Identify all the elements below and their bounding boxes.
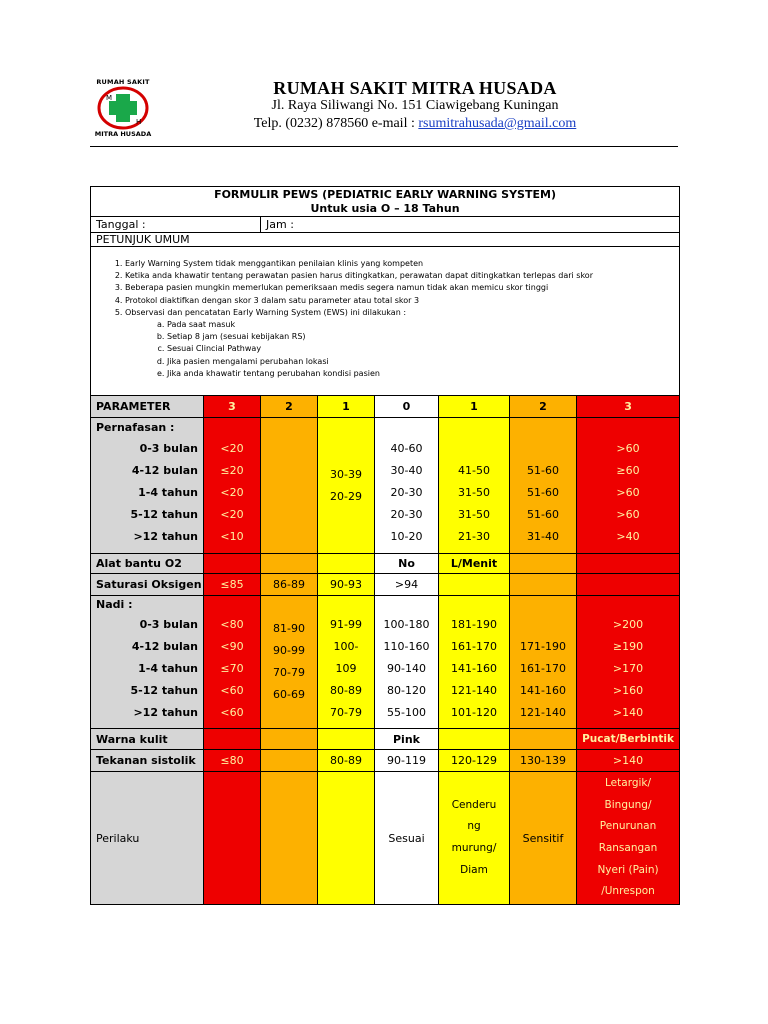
saturasi-score-2-right bbox=[510, 574, 577, 596]
o2-score-3-right bbox=[577, 554, 680, 574]
value-cell: >140 bbox=[612, 706, 644, 719]
value-line: murung/ bbox=[451, 842, 497, 854]
value-cell: >160 bbox=[612, 684, 644, 697]
pernafasan-label-cell bbox=[91, 418, 204, 554]
instruction-list bbox=[91, 258, 679, 380]
value-cell: 100- bbox=[333, 640, 359, 653]
phone-text: Telp. (0232) 878560 e-mail : bbox=[253, 116, 419, 131]
value-cell: ≥190 bbox=[612, 640, 644, 653]
pernafasan-score-3-right bbox=[577, 418, 680, 554]
value-cell: 81-90 bbox=[273, 622, 305, 635]
header-divider bbox=[90, 146, 678, 147]
sub-instruction-item: b. Setiap 8 jam (sesuai kebijakan RS) bbox=[167, 331, 679, 343]
value-cell: 51-60 bbox=[527, 486, 559, 499]
value-line: Diam bbox=[460, 863, 488, 876]
value-cell: <60 bbox=[220, 684, 244, 697]
value-cell: 31-50 bbox=[458, 486, 490, 499]
value-cell: 91-99 bbox=[330, 618, 362, 631]
sub-instruction-item: e. Jika anda khawatir tentang perubahan kondisi pasien bbox=[167, 368, 679, 380]
age-label: 5-12 tahun bbox=[130, 684, 198, 697]
value-cell: 55-100 bbox=[387, 706, 426, 719]
o2-score-2-right bbox=[510, 554, 577, 574]
value-line: Ransangan bbox=[598, 842, 658, 854]
header-score-3-right: 3 bbox=[577, 396, 680, 418]
o2-score-1-right: L/Menit bbox=[439, 554, 510, 574]
value-cell: 60-69 bbox=[273, 688, 305, 701]
value-cell: 181-190 bbox=[451, 618, 497, 631]
nadi-score-3-right bbox=[577, 596, 680, 729]
saturasi-score-1-left: 90-93 bbox=[318, 574, 375, 596]
sub-instruction-item: a. Pada saat masuk bbox=[167, 319, 679, 331]
o2-score-3-left bbox=[204, 554, 261, 574]
perilaku-score-2-right: Sensitif bbox=[510, 772, 577, 905]
value-cell: >170 bbox=[612, 662, 644, 675]
header-score-2-left: 2 bbox=[261, 396, 318, 418]
perilaku-score-0: Sesuai bbox=[375, 772, 439, 905]
logo-bottom-text: MITRA HUSADA bbox=[94, 130, 152, 138]
hospital-name: RUMAH SAKIT MITRA HUSADA bbox=[273, 78, 557, 98]
nadi-score-1-left bbox=[318, 596, 375, 729]
value-cell: ≤20 bbox=[220, 464, 244, 477]
age-label: 4-12 bulan bbox=[131, 640, 198, 653]
petunjuk-heading: PETUNJUK UMUM bbox=[91, 233, 680, 247]
nadi-score-3-left bbox=[204, 596, 261, 729]
warna-score-2-left bbox=[261, 729, 318, 750]
pernafasan-score-2-right bbox=[510, 418, 577, 554]
value-cell bbox=[439, 438, 509, 460]
value-cell: 21-30 bbox=[458, 530, 490, 543]
value-cell: >60 bbox=[616, 486, 640, 499]
header-score-1-left: 1 bbox=[318, 396, 375, 418]
tekanan-score-2-left bbox=[261, 750, 318, 772]
logo-letter-m: M bbox=[106, 94, 113, 102]
pernafasan-score-3-left bbox=[204, 418, 261, 554]
value-cell: 31-40 bbox=[527, 530, 559, 543]
perilaku-label: Perilaku bbox=[91, 772, 204, 905]
tekanan-score-3-right: >140 bbox=[577, 750, 680, 772]
value-cell: 20-30 bbox=[390, 508, 423, 521]
sub-instruction-item: c. Sesuai Clincial Pathway bbox=[167, 343, 679, 355]
nadi-score-0 bbox=[375, 596, 439, 729]
value-line: Penurunan bbox=[599, 820, 657, 833]
value-cell: 80-89 bbox=[330, 684, 362, 697]
instruction-item: 2. Ketika anda khawatir tentang perawatan pasien harus ditingkatkan, perawatan dapat ditingkatkan terlepas dari skor bbox=[125, 270, 679, 282]
value-cell: 30-40 bbox=[390, 464, 423, 477]
warna-score-3-left bbox=[204, 729, 261, 750]
value-cell: 51-60 bbox=[527, 508, 559, 521]
logo-top-text: RUMAH SAKIT bbox=[96, 78, 150, 86]
perilaku-score-3-left bbox=[204, 772, 261, 905]
instruction-item bbox=[125, 307, 679, 380]
value-line: /Unrespon bbox=[601, 885, 655, 898]
value-cell bbox=[510, 614, 576, 636]
value-cell: 161-170 bbox=[451, 640, 497, 653]
age-label: 4-12 bulan bbox=[131, 464, 198, 477]
saturasi-label: Saturasi Oksigen bbox=[91, 574, 204, 596]
warna-score-1-right bbox=[439, 729, 510, 750]
nadi-score-2-right bbox=[510, 596, 577, 729]
value-cell: 141-160 bbox=[520, 684, 566, 697]
warna-score-2-right bbox=[510, 729, 577, 750]
saturasi-score-0: >94 bbox=[375, 574, 439, 596]
tanggal-field[interactable]: Tanggal : bbox=[91, 217, 261, 233]
saturasi-score-3-right bbox=[577, 574, 680, 596]
o2-score-0: No bbox=[375, 554, 439, 574]
age-label: 1-4 tahun bbox=[138, 486, 198, 499]
value-cell: ≤70 bbox=[220, 662, 244, 675]
age-label: 0-3 bulan bbox=[139, 442, 198, 455]
logo-letter-h: H bbox=[136, 118, 142, 126]
o2-score-2-left bbox=[261, 554, 318, 574]
value-cell: ≥60 bbox=[616, 464, 640, 477]
instruction-item: 4. Protokol diaktifkan dengan skor 3 dalam satu parameter atau total skor 3 bbox=[125, 295, 679, 307]
jam-field[interactable]: Jam : bbox=[261, 217, 680, 233]
instruction-item: 1. Early Warning System tidak menggantikan penilaian klinis yang kompeten bbox=[125, 258, 679, 270]
value-cell: 110-160 bbox=[383, 640, 430, 653]
saturasi-score-1-right bbox=[439, 574, 510, 596]
instructions-cell bbox=[91, 247, 680, 396]
email-link[interactable]: rsumitrahusada@gmail.com bbox=[418, 116, 577, 131]
value-cell: 100-180 bbox=[383, 618, 430, 631]
warna-score-0: Pink bbox=[375, 729, 439, 750]
saturasi-score-3-left: ≤85 bbox=[204, 574, 261, 596]
pernafasan-score-0 bbox=[375, 418, 439, 554]
value-cell: 31-50 bbox=[458, 508, 490, 521]
value-cell: 90-140 bbox=[387, 662, 426, 675]
pernafasan-score-1-left bbox=[318, 418, 375, 554]
value-line: Cenderu bbox=[451, 798, 497, 811]
pernafasan-score-2-left bbox=[261, 418, 318, 554]
value-cell: 109 bbox=[335, 662, 357, 675]
value-cell: >60 bbox=[616, 442, 640, 455]
age-label: 1-4 tahun bbox=[138, 662, 198, 675]
sub-instruction-list bbox=[125, 319, 679, 380]
perilaku-score-1-right bbox=[439, 772, 510, 905]
warna-label: Warna kulit bbox=[91, 729, 204, 750]
tekanan-score-1-right: 120-129 bbox=[439, 750, 510, 772]
value-cell: 121-140 bbox=[520, 706, 566, 719]
value-cell: 70-79 bbox=[330, 706, 362, 719]
nadi-score-1-right bbox=[439, 596, 510, 729]
sub-instruction-item: d. Jika pasien mengalami perubahan lokasi bbox=[167, 356, 679, 368]
value-cell: <90 bbox=[220, 640, 244, 653]
form-subtitle: Untuk usia O – 18 Tahun bbox=[310, 202, 460, 215]
header-score-0: 0 bbox=[375, 396, 439, 418]
tekanan-score-2-right: 130-139 bbox=[510, 750, 577, 772]
tekanan-label: Tekanan sistolik bbox=[91, 750, 204, 772]
saturasi-score-2-left: 86-89 bbox=[261, 574, 318, 596]
value-cell: 121-140 bbox=[451, 684, 497, 697]
value-cell: 101-120 bbox=[451, 706, 497, 719]
value-cell: >60 bbox=[616, 508, 640, 521]
value-cell: 90-99 bbox=[273, 644, 305, 657]
instruction-text: Observasi dan pencatatan Early Warning System (EWS) ini dilakukan : bbox=[125, 307, 407, 317]
age-label: 0-3 bulan bbox=[139, 618, 198, 631]
value-cell: <10 bbox=[220, 530, 244, 543]
value-cell: 40-60 bbox=[390, 442, 423, 455]
age-label: >12 tahun bbox=[133, 706, 198, 719]
nadi-score-2-left bbox=[261, 596, 318, 729]
tekanan-score-3-left: ≤80 bbox=[204, 750, 261, 772]
form-title-cell bbox=[91, 187, 680, 217]
pernafasan-score-1-right bbox=[439, 418, 510, 554]
warna-score-3-right: Pucat/Berbintik bbox=[577, 729, 680, 750]
value-cell: 171-190 bbox=[520, 640, 566, 653]
age-label: 5-12 tahun bbox=[130, 508, 198, 521]
instruction-item: 3. Beberapa pasien mungkin memerlukan pemeriksaan medis segera namun tidak akan memicu skor tinggi bbox=[125, 282, 679, 294]
header-parameter: PARAMETER bbox=[91, 396, 204, 418]
o2-score-1-left bbox=[318, 554, 375, 574]
perilaku-score-2-left bbox=[261, 772, 318, 905]
value-cell: >40 bbox=[616, 530, 640, 543]
o2-label: Alat bantu O2 bbox=[91, 554, 204, 574]
header-score-2-right: 2 bbox=[510, 396, 577, 418]
perilaku-score-1-left bbox=[318, 772, 375, 905]
value-cell: <80 bbox=[220, 618, 244, 631]
perilaku-score-3-right bbox=[577, 772, 680, 905]
form-title: FORMULIR PEWS (PEDIATRIC EARLY WARNING SYSTEM) bbox=[214, 188, 556, 201]
age-label: >12 tahun bbox=[133, 530, 198, 543]
hospital-address: Jl. Raya Siliwangi No. 151 Ciawigebang Kuningan bbox=[271, 98, 559, 113]
value-cell: 161-170 bbox=[520, 662, 566, 675]
value-cell: 141-160 bbox=[451, 662, 497, 675]
pews-form-table bbox=[90, 186, 680, 905]
value-cell: 20-30 bbox=[390, 486, 423, 499]
tekanan-score-1-left: 80-89 bbox=[318, 750, 375, 772]
nadi-label: Nadi : bbox=[96, 598, 133, 611]
nadi-label-cell bbox=[91, 596, 204, 729]
value-cell: <20 bbox=[220, 486, 244, 499]
header-score-1-right: 1 bbox=[439, 396, 510, 418]
value-cell: <20 bbox=[220, 508, 244, 521]
value-cell: 51-60 bbox=[527, 464, 559, 477]
tekanan-score-0: 90-119 bbox=[375, 750, 439, 772]
value-cell: 80-120 bbox=[387, 684, 426, 697]
value-line: Letargik/ bbox=[605, 776, 652, 789]
value-cell: 30-39 bbox=[330, 467, 362, 481]
value-cell: >200 bbox=[612, 618, 644, 631]
value-cell: <20 bbox=[220, 442, 244, 455]
value-cell bbox=[510, 438, 576, 460]
pernafasan-label: Pernafasan : bbox=[96, 421, 175, 434]
value-cell: 70-79 bbox=[273, 666, 305, 679]
value-cell: 20-29 bbox=[330, 489, 362, 503]
hospital-contact bbox=[0, 116, 768, 132]
header-score-3-left: 3 bbox=[204, 396, 261, 418]
value-cell: 10-20 bbox=[390, 530, 423, 543]
warna-score-1-left bbox=[318, 729, 375, 750]
value-cell: 41-50 bbox=[458, 464, 490, 477]
value-line: ng bbox=[467, 820, 481, 833]
value-line: Bingung/ bbox=[604, 798, 652, 811]
value-line: Nyeri (Pain) bbox=[597, 863, 659, 876]
value-cell: <60 bbox=[220, 706, 244, 719]
